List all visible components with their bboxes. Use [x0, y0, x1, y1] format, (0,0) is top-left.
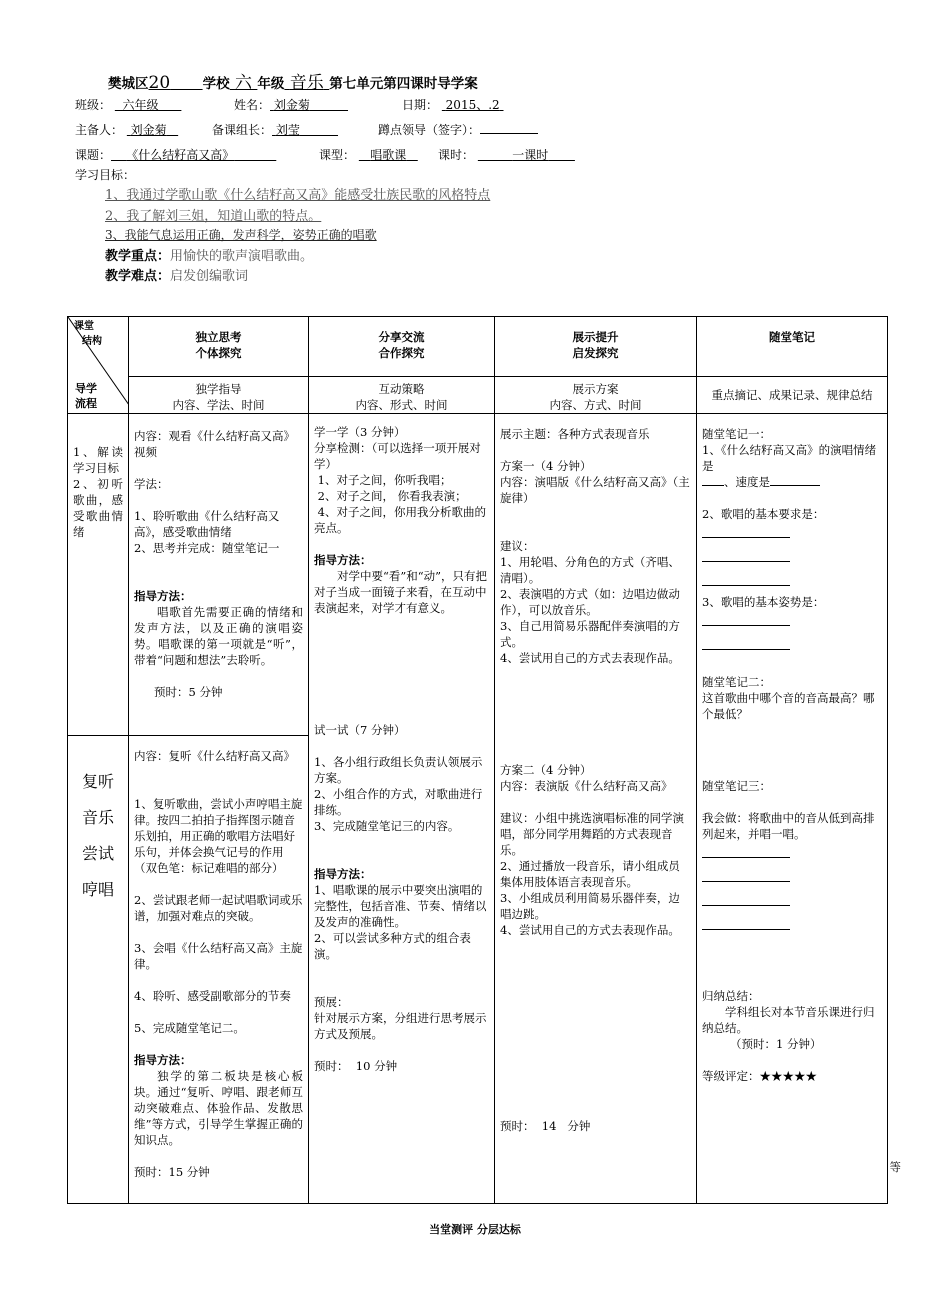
page-title — [108, 68, 478, 93]
c1b-time: 预时：15 分钟 — [134, 1165, 210, 1179]
key-point-label: 教学重点： — [105, 249, 171, 264]
c3-theme: 展示主题：各种方式表现音乐 — [500, 427, 650, 441]
corner-mid-label: 结构 — [82, 336, 102, 347]
class-label: 班级： — [75, 98, 112, 112]
corner-bottom-1: 导学 — [75, 382, 97, 395]
c2-t3: 3、完成随堂笔记三的内容。 — [314, 819, 460, 833]
topic-value: 《什么结籽高又高》 — [126, 148, 235, 162]
c3-p2-title: 方案二（4 分钟） — [500, 763, 592, 777]
flow-1-text: 1、解读学习目标 2、初听歌曲，感受歌曲情绪 — [73, 445, 123, 539]
name-label: 姓名： — [234, 98, 271, 112]
c2-l2: 分享检测：（可以选择一项开展对学） — [314, 441, 481, 471]
c1b-s3: 3、会唱《什么结籽高又高》主旋律。 — [134, 941, 303, 971]
c4-sum: 学科组长对本节音乐课进行归纳总结。 — [702, 1005, 875, 1035]
c1a-cell — [129, 414, 309, 736]
class-line — [75, 96, 181, 113]
emotion-blank[interactable] — [702, 474, 724, 486]
supervisor-blank[interactable] — [480, 122, 538, 134]
c3-b1: 建议：小组中挑选演唱标准的同学演唱，部分同学用舞蹈的方式表现音乐。 — [500, 811, 684, 857]
c1a-step2: 2、思考并完成：随堂笔记一 — [134, 541, 280, 555]
hours-label: 课时： — [438, 148, 475, 162]
c3-a2: 2、表演唱的方式（如：边唱边做动作），可以放音乐。 — [500, 587, 680, 617]
order-blank-3[interactable] — [702, 890, 790, 906]
grade-label: 等级评定： — [702, 1069, 760, 1083]
c1a-method: 学法： — [134, 477, 169, 491]
leader-label: 备课组长： — [212, 123, 273, 137]
c4-n3-title: 随堂笔记三： — [702, 779, 771, 793]
c1b-guide: 独学的第二板块是核心板块。通过“复听、哼唱、跟老师互动突破难点、体验作品、发散思维”等方式，引导学生掌握正确的知识点。 — [134, 1069, 303, 1147]
c4-sum-label: 归纳总结： — [702, 989, 760, 1003]
preparer-line — [75, 121, 178, 138]
c2-cell — [309, 414, 495, 1204]
c3-b3: 3、小组成员利用简易乐器伴奏，边唱边跳。 — [500, 891, 680, 921]
c2-guide1-label: 指导方法： — [314, 553, 372, 567]
corner-bottom-2: 流程 — [75, 397, 97, 410]
preparer-label: 主备人： — [75, 123, 124, 137]
c3-a1: 1、用轮唱、分角色的方式（齐唱、清唱）。 — [500, 555, 680, 585]
subheader-1: 独学指导 内容、学法、时间 — [129, 377, 309, 414]
key-point — [105, 245, 313, 264]
c1b-s4: 4、聆听、感受副歌部分的节奏 — [134, 989, 291, 1003]
leader-line — [212, 121, 338, 138]
c2-g2: 2、可以尝试多种方式的组合表演。 — [314, 931, 471, 961]
c1a-guide: 唱歌首先需要正确的情绪和发声方法，以及正确的演唱姿势。唱歌课的第一项就是“听”，带着“问题和想法”去聆听。 — [134, 605, 303, 667]
c3-p1-title: 方案一（4 分钟） — [500, 459, 592, 473]
flow-cell-2 — [68, 736, 129, 1204]
req-blank-3[interactable] — [702, 570, 790, 586]
corner-top-label: 课堂 — [74, 321, 94, 332]
c1b-cell — [129, 736, 309, 1204]
title-district: 樊城区 — [108, 76, 149, 92]
subheader-4: 重点摘记、成果记录、规律总结 — [697, 377, 888, 414]
c1b-content: 内容：复听《什么结籽高又高》 — [134, 749, 295, 763]
c3-a3: 3、自己用简易乐器配伴奏演唱的方式。 — [500, 619, 680, 649]
title-tail: 第七单元第四课时导学案 — [329, 76, 478, 92]
flow-cell-1 — [68, 414, 129, 736]
name-line — [234, 96, 348, 113]
c4-n1-pose: 3、歌唱的基本姿势是： — [702, 595, 825, 609]
c2-pre: 针对展示方案，分组进行思考展示方式及预展。 — [314, 1011, 487, 1041]
c3-a4: 4、尝试用自己的方式去表现作品。 — [500, 651, 680, 665]
corner-bottom-label — [75, 381, 97, 411]
type-value: 唱歌课 — [370, 148, 407, 162]
c1a-guide-label: 指导方法： — [134, 589, 192, 603]
c4-grade — [702, 1068, 882, 1084]
date-label: 日期： — [402, 98, 439, 112]
goal-2: 2、我了解刘三姐，知道山歌的特点。 — [105, 209, 322, 224]
req-blank-1[interactable] — [702, 522, 790, 538]
name-value: 刘金菊 — [273, 98, 310, 112]
difficulty — [105, 265, 248, 284]
order-blank-4[interactable] — [702, 914, 790, 930]
order-blank-2[interactable] — [702, 866, 790, 882]
difficulty-label: 教学难点： — [105, 269, 171, 284]
flow-2-text: 复听 音乐 尝试 哼唱 — [81, 772, 114, 899]
rating-stars[interactable]: ★★★★★ — [759, 1069, 817, 1083]
c1b-guide-label: 指导方法： — [134, 1053, 192, 1067]
leader-value: 刘莹 — [275, 123, 300, 137]
c4-n2-title: 随堂笔记二： — [702, 675, 771, 689]
title-school-label: 学校 — [202, 76, 230, 92]
date-value: 2015、.2 — [445, 98, 500, 112]
header-show: 展示提升 启发探究 — [495, 317, 697, 377]
goal-3: 3、我能气息运用正确，发声科学，姿势正确的唱歌 — [105, 228, 377, 242]
c3-b2: 2、通过播放一段音乐，请小组成员集体用肢体语言表现音乐。 — [500, 859, 680, 889]
corner-cell — [68, 317, 129, 414]
c1a-time: 预时：5 分钟 — [154, 685, 223, 699]
goal-1: 1、我通过学歌山歌《什么结籽高又高》能感受壮族民歌的风格特点 — [105, 188, 491, 203]
c4-n1-q: 1、《什么结籽高又高》的演唱情绪是 — [702, 443, 877, 473]
c4-n2-q: 这首歌曲中哪个音的音高最高？哪个最低？ — [702, 691, 875, 721]
c2-l1: 学一学（3 分钟） — [314, 425, 406, 439]
pose-blank-2[interactable] — [702, 634, 790, 650]
supervisor-label: 蹲点领导（签字）： — [378, 123, 481, 137]
c1b-s5: 5、完成随堂笔记二。 — [134, 1021, 245, 1035]
c3-cell — [495, 414, 697, 1204]
type-line — [319, 146, 418, 163]
subheader-3: 展示方案 内容、方式、时间 — [495, 377, 697, 414]
c2-guide2-label: 指导方法： — [314, 867, 372, 881]
date-line — [402, 96, 504, 113]
study-guide-table — [67, 316, 901, 1204]
c1b-s2: 2、尝试跟老师一起试唱歌词或乐谱，加强对难点的突破。 — [134, 893, 303, 923]
c4-n1-title: 随堂笔记一： — [702, 427, 771, 441]
c2-t1: 1、各小组行政组长负责认领展示方案。 — [314, 755, 483, 785]
c4-cell — [697, 414, 901, 1204]
order-blank-1[interactable] — [702, 842, 790, 858]
c4-n3-q: 我会做：将歌曲中的音从低到高排列起来，并唱一唱。 — [702, 811, 875, 841]
c4-n1-speed: 、速度是 — [702, 474, 882, 490]
footer-title: 当堂测评 分层达标 — [429, 1223, 521, 1236]
c4-n1-req: 2、歌唱的基本要求是： — [702, 507, 825, 521]
c2-try: 试一试（7 分钟） — [314, 723, 406, 737]
c2-time: 预时： 10 分钟 — [314, 1059, 398, 1073]
hours-value: 一课时 — [512, 148, 549, 162]
c3-b4: 4、尝试用自己的方式去表现作品。 — [500, 923, 680, 937]
c3-p2-content: 内容：表演版《什么结籽高又高》 — [500, 779, 673, 793]
c1b-s1: 1、复听歌曲，尝试小声哼唱主旋律。按四二拍拍子指挥图示随音乐划拍，用正确的歌唱方法唱好乐句，并体会换气记号的作用（双色笔：标记难唱的部分） — [134, 797, 303, 875]
c3-advice-label: 建议： — [500, 539, 535, 553]
c2-pre-label: 预展： — [314, 995, 349, 1009]
c2-g1: 1、唱歌课的展示中要突出演唱的完整性，包括音准、节奏、情绪以及发声的准确性。 — [314, 883, 487, 929]
c2-l3: 1、对子之间，你听我唱； — [314, 473, 452, 487]
title-school: 20 — [148, 73, 171, 93]
hours-line — [438, 146, 575, 163]
c3-time: 预时： 14 分钟 — [500, 1119, 591, 1133]
c3-p1-content: 内容：演唱版《什么结籽高又高》（主旋律） — [500, 475, 690, 505]
type-label: 课型： — [319, 148, 356, 162]
header-notes: 随堂笔记 — [697, 317, 888, 377]
header-share: 分享交流 合作探究 — [309, 317, 495, 377]
c2-l4: 2、对子之间， 你看我表演； — [314, 489, 467, 503]
c1a-step1: 1、聆听歌曲《什么结籽高又高》，感受歌曲情绪 — [134, 509, 280, 539]
subheader-2: 互动策略 内容、形式、时间 — [309, 377, 495, 414]
speed-blank[interactable] — [770, 474, 820, 486]
c2-l5: 4、对子之间，你用我分析歌曲的亮点。 — [314, 505, 486, 535]
class-value: 六年级 — [122, 98, 159, 112]
preparer-value: 刘金菊 — [130, 123, 167, 137]
c1a-content: 内容：观看《什么结籽高又高》视频 — [134, 429, 295, 459]
title-subject: 音乐 — [289, 73, 324, 93]
req-blank-2[interactable] — [702, 546, 790, 562]
difficulty-text: 启发创编歌词 — [170, 269, 249, 284]
topic-label: 课题： — [75, 148, 112, 162]
key-point-text: 用愉快的歌声演唱歌曲。 — [170, 249, 314, 264]
c4-deng: 等 — [889, 1160, 901, 1174]
pose-blank-1[interactable] — [702, 610, 790, 626]
goals-label: 学习目标： — [75, 168, 136, 182]
title-grade: 六 — [234, 73, 252, 93]
c4-sum-time: （预时：1 分钟） — [730, 1037, 822, 1051]
topic-line — [75, 146, 276, 163]
c2-t2: 2、小组合作的方式，对歌曲进行排练。 — [314, 787, 483, 817]
title-grade-label: 年级 — [257, 76, 285, 92]
header-independent: 独立思考 个体探究 — [129, 317, 309, 377]
supervisor-line — [378, 121, 538, 138]
c2-guide1: 对学中要“看”和“动”，只有把对子当成一面镜子来看，在互动中表演起来，对学才有意义。 — [314, 569, 488, 615]
